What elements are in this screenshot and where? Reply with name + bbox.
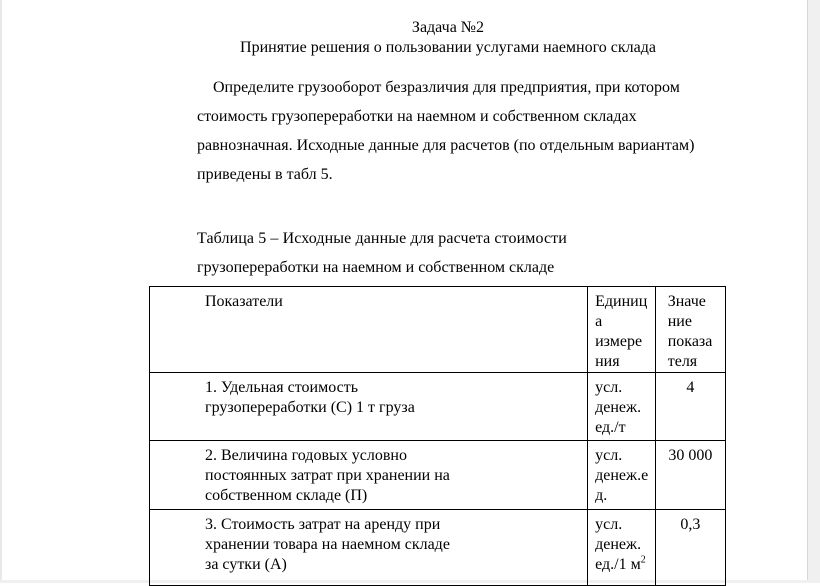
- row-value: [655, 510, 725, 586]
- row-3-value: 0,3: [680, 516, 701, 533]
- row-1-value: 4: [686, 379, 695, 396]
- page-top-edge: [0, 0, 820, 4]
- row-unit: [588, 441, 656, 510]
- table-header-row: [150, 287, 726, 373]
- problem-line-2: стоимость грузопереработки на наемном и собственном складах: [197, 108, 637, 125]
- row-2-indicator: 2. Величина годовых условно постоянных затрат при хранении на собственном складе (П): [205, 447, 450, 504]
- row-value: [655, 373, 725, 441]
- table-caption-line-1: Таблица 5 – Исходные данные для расчета стоимости: [197, 230, 567, 247]
- page-left-edge: [0, 0, 2, 583]
- row-2-unit: усл. денеж.е д.: [595, 447, 649, 504]
- row-3-indicator: 3. Стоимость затрат на аренду при хранении товара на наемном складе за сутки (А): [205, 516, 450, 573]
- table-row: [150, 441, 726, 510]
- problem-line-3: равнозначная. Исходные данные для расчетов (по отдельным вариантам): [197, 137, 695, 154]
- page-right-edge: [807, 0, 820, 583]
- row-1-indicator: 1. Удельная стоимость грузопереработки (С) 1 т груза: [205, 379, 415, 416]
- header-value-text: Значе ние показа теля: [667, 293, 713, 370]
- row-indicator: [150, 441, 588, 510]
- problem-line-4: приведены в табл 5.: [197, 166, 333, 183]
- header-unit: [588, 287, 656, 373]
- table-row: [150, 510, 726, 586]
- source-data-table: [149, 286, 726, 586]
- problem-statement: [197, 73, 745, 189]
- row-indicator: [150, 373, 588, 441]
- row-unit: [588, 510, 656, 586]
- header-indicator-text: Показатели: [205, 293, 283, 310]
- table-row: [150, 373, 726, 441]
- row-2-value: 30 000: [668, 447, 713, 464]
- header-indicator: [150, 287, 588, 373]
- row-1-unit: усл. денеж. ед./т: [595, 379, 642, 436]
- header-value: [655, 287, 725, 373]
- row-3-unit-main: усл. денеж. ед./1 м: [595, 516, 642, 573]
- row-indicator: [150, 510, 588, 586]
- row-3-unit-sup: 2: [640, 554, 646, 566]
- row-value: [655, 441, 725, 510]
- task-subtitle: Принятие решения о пользовании услугами наемного склада: [240, 39, 656, 56]
- header-unit-text: Единиц а измере ния: [595, 293, 648, 370]
- row-3-unit: [595, 515, 655, 575]
- row-unit: [588, 373, 656, 441]
- task-title: Задача №2: [411, 19, 485, 36]
- table-caption-line-2: грузопереработки на наемном и собственном складе: [197, 259, 555, 276]
- problem-line-1: Определите грузооборот безразличия для предприятия, при котором: [213, 79, 680, 96]
